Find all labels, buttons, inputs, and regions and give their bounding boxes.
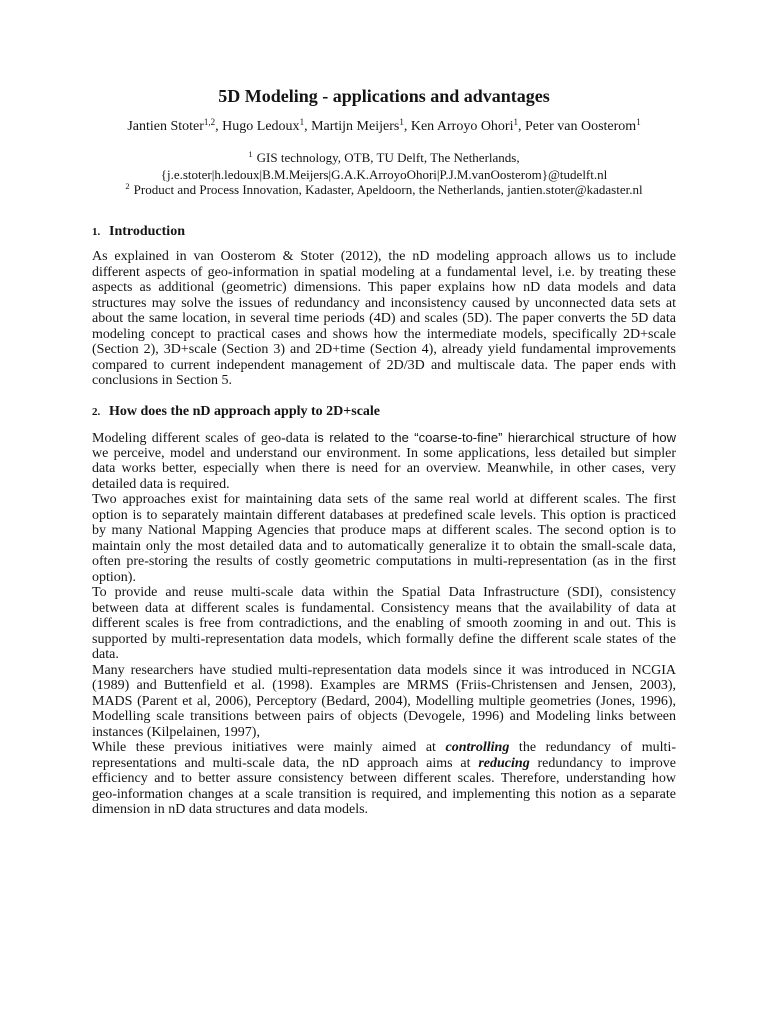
author-affiliation-mark: 1: [399, 117, 404, 127]
author-affiliation-mark: 1,2: [203, 117, 216, 127]
text-run: representations and multi-scale data, the nD approach aims at: [92, 755, 479, 771]
author-name: Hugo Ledoux: [222, 119, 300, 134]
paragraph-line: [92, 430, 676, 446]
author-name: Jantien Stoter: [127, 119, 204, 134]
paragraph: [92, 430, 676, 492]
paragraph-line: Two approaches exist for maintaining data sets of the same real world at different scales. The first: [92, 492, 676, 507]
paragraph-line: conclusions in Section 5.: [92, 373, 232, 388]
paragraph-line: aspects as additional (geometric) dimensions. This paper explains how nD data models and data: [92, 280, 676, 295]
paragraph-line: modeling concept to practical cases and shows how the intermediate models, specifically 2D+scale: [92, 326, 676, 342]
author-separator: ,: [215, 119, 223, 134]
emphasized-term: reducing: [478, 755, 530, 771]
paragraph: [92, 492, 676, 585]
author-list: [0, 119, 768, 135]
paragraph-line: maintain only the most detailed data and to automatically generalize it to obtain the small-scale data,: [92, 538, 676, 554]
section-body: [92, 430, 676, 818]
author-separator: ,: [403, 119, 411, 134]
paragraph-line: we perceive, model and understand our environment. In some applications, less detailed but simpler: [92, 445, 676, 461]
paragraph-line: Many researchers have studied multi-representation data models since it was introduced in NCGIA: [92, 662, 676, 678]
paragraph-line: between data at different scales is fundamental. Consistency means that the availability of data at: [92, 600, 676, 616]
author-name: Peter van Oosterom: [524, 119, 637, 134]
paragraph-line: option).: [92, 569, 136, 585]
paragraph: [92, 249, 676, 389]
paper-title: 5D Modeling - applications and advantages: [218, 86, 550, 106]
author-name: Martijn Meijers: [311, 119, 400, 134]
paragraph-line: by many National Mapping Agencies that produce maps at different scales. The second option is to: [92, 523, 676, 538]
section-heading: [92, 224, 185, 240]
paragraph-line: data works better, especially when there is need for an overview. Meanwhile, in other cases, very: [92, 461, 676, 476]
author-affiliation-mark: 1: [513, 117, 518, 127]
text-run: While these previous initiatives were mainly aimed at: [92, 740, 446, 755]
emphasized-term: controlling: [445, 740, 510, 755]
paragraph-line: [92, 740, 676, 756]
text-run: is related to the “coarse-to-fine” hierarchical structure of how: [314, 430, 676, 445]
paragraph-line: (1989) and Buttenfield et al. (1998). Examples are MRMS (Friis-Christensen and Jensen, 2003),: [92, 678, 676, 693]
paragraph-line: option is to separately maintain different databases at predefined scale levels. This option is practiced: [92, 507, 676, 523]
paragraph: [92, 663, 676, 741]
paragraph-line: MADS (Parent et al, 2006), Perceptory (Bedard, 2004), Modelling multiple geometries (Jones, 1996),: [92, 693, 676, 709]
affiliation-mark: 2: [125, 181, 130, 191]
paragraph-line: [92, 756, 676, 772]
section-body: [92, 249, 676, 389]
paragraph-line: different aspects of geo-information in spatial modeling at a fundamental level, i.e. by treating these: [92, 264, 676, 280]
paragraph-line: geo-information changes at a scale transition is required, and implementing this notion as a separate: [92, 786, 676, 802]
paragraph: [92, 585, 676, 663]
paragraph-line: often pre-storing the results of costly geometric computations in multi-representation (as in the first: [92, 554, 676, 569]
text-run: redundancy to improve: [529, 755, 676, 771]
affiliation-text: Product and Process Innovation, Kadaster, Apeldoorn, the Netherlands, jantien.stoter@kadaster.nl: [133, 182, 643, 197]
paragraph-line: As explained in van Oosterom & Stoter (2012), the nD modeling approach allows us to include: [92, 249, 676, 264]
section-heading: [92, 404, 380, 420]
affiliation-text: GIS technology, OTB, TU Delft, The Netherlands,: [256, 150, 520, 165]
affiliation-line: [0, 150, 768, 167]
paragraph-line: supported by multi-representation data models, which formally define the different scale states of the: [92, 631, 676, 647]
paragraph: [92, 740, 676, 818]
paragraph-line: structures may solve the issues of redundancy and inconsistency caused by unconnected data sets at: [92, 295, 676, 311]
affiliation-text: {j.e.stoter|h.ledoux|B.M.Meijers|G.A.K.ArroyoOhori|P.J.M.vanOosterom}@tudelft.nl: [160, 167, 608, 182]
author-affiliation-mark: 1: [636, 117, 641, 127]
text-run: Modeling different scales of geo-data: [92, 431, 315, 446]
author-name: Ken Arroyo Ohori: [410, 119, 514, 134]
section-title: Introduction: [109, 224, 185, 239]
paragraph-line: dimension in nD data structures and data models.: [92, 802, 369, 817]
author-affiliation-mark: 1: [299, 117, 305, 127]
paragraph-line: efficiency and to better assure consistency between different scales. Therefore, understanding how: [92, 771, 676, 786]
section-title: How does the nD approach apply to 2D+scale: [109, 404, 381, 419]
paragraph-line: compared to current independent management of 2D/3D and multiscale data. The paper ends with: [92, 357, 676, 373]
paragraph-line: Modelling scale transitions between pairs of objects (Devogele, 1996) and Modeling links between: [92, 709, 676, 724]
paragraph-line: different scales is free from contradictions, and the enabling of smooth zooming in and out. This is: [92, 616, 676, 631]
text-run: the redundancy of multi-: [509, 740, 677, 755]
paragraph-line: about the same location, in several time periods (4D) and scales (5D). The paper converts the 5D data: [92, 311, 676, 326]
paragraph-line: (Section 2), 3D+scale (Section 3) and 2D+time (Section 4), already yield fundamental improvements: [92, 342, 676, 357]
paragraph-line: data.: [92, 647, 119, 662]
section-number: 1.: [92, 226, 101, 238]
paragraph-line: instances (Kilpelainen, 1997),: [92, 724, 260, 740]
paragraph-line: detailed data is required.: [92, 476, 230, 492]
section-number: 2.: [92, 406, 101, 418]
affiliation-email-line: [0, 167, 768, 182]
affiliations: [0, 150, 768, 199]
affiliation-line: [0, 182, 768, 199]
author-separator: ,: [517, 119, 525, 134]
author-separator: ,: [304, 119, 312, 134]
paragraph-line: To provide and reuse multi-scale data within the Spatial Data Infrastructure (SDI), consistency: [92, 585, 676, 600]
affiliation-mark: 1: [248, 149, 253, 159]
